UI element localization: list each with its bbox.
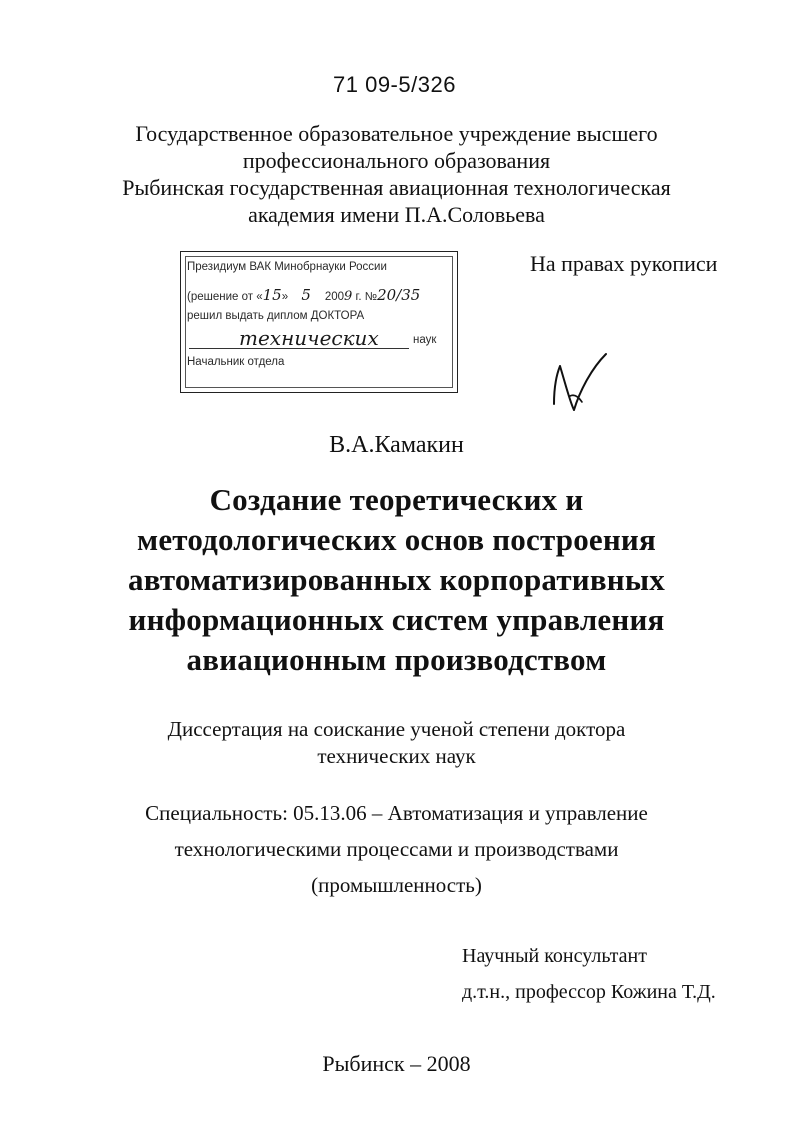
document-code: 71 09-5/326 bbox=[333, 72, 456, 97]
dissertation-title bbox=[0, 480, 793, 680]
scientific-advisor bbox=[462, 938, 716, 1010]
stamp-line-head: Начальник отдела bbox=[187, 356, 285, 368]
stamp-number-suffix: /35 bbox=[396, 286, 421, 304]
stamp-number-label: г. № bbox=[355, 291, 378, 303]
institution-block bbox=[0, 120, 793, 228]
title-line: автоматизированных корпоративных bbox=[128, 562, 665, 597]
institution-line: профессионального образования bbox=[242, 148, 551, 173]
stamp-field-handwritten: технических bbox=[239, 326, 379, 350]
manuscript-rights-note: На правах рукописи bbox=[530, 251, 718, 276]
title-line: Создание теоретических и bbox=[209, 482, 584, 517]
institution-line: Государственное образовательное учреждение высшего bbox=[135, 121, 658, 146]
title-line: информационных систем управления bbox=[128, 602, 665, 637]
stamp-line-issue: решил выдать диплом ДОКТОРА bbox=[187, 310, 365, 322]
stamp-day-close: » bbox=[281, 291, 289, 303]
degree-line: технических наук bbox=[317, 744, 476, 768]
specialty-block bbox=[0, 795, 793, 903]
specialty-line: (промышленность) bbox=[311, 873, 482, 897]
stamp-line-science: наук bbox=[413, 334, 437, 346]
institution-line: академия имени П.А.Соловьева bbox=[248, 202, 545, 227]
stamp-month-handwritten: 5 bbox=[301, 286, 311, 304]
city-year: Рыбинск – 2008 bbox=[322, 1051, 471, 1076]
stamp-line-decision bbox=[187, 286, 420, 304]
dissertation-degree bbox=[0, 716, 793, 770]
stamp-decision-prefix: (решение от « bbox=[187, 291, 263, 303]
title-line: авиационным производством bbox=[186, 642, 607, 677]
specialty-line: Специальность: 05.13.06 – Автоматизация и управление bbox=[145, 801, 648, 825]
title-line: методологических основ построения bbox=[137, 522, 656, 557]
degree-line: Диссертация на соискание ученой степени доктора bbox=[167, 717, 626, 741]
vak-approval-stamp bbox=[180, 251, 458, 393]
stamp-year-digit: 9 bbox=[344, 289, 353, 304]
institution-line: Рыбинская государственная авиационная технологическая bbox=[122, 175, 671, 200]
stamp-number-handwritten: 20 bbox=[377, 286, 397, 304]
handwritten-signature-icon bbox=[540, 346, 620, 426]
stamp-inner-border bbox=[185, 256, 453, 388]
advisor-name: д.т.н., профессор Кожина Т.Д. bbox=[462, 981, 716, 1003]
advisor-label: Научный консультант bbox=[462, 945, 647, 967]
stamp-year-prefix: 200 bbox=[324, 291, 345, 303]
author-name: В.А.Камакин bbox=[329, 432, 464, 458]
specialty-line: технологическими процессами и производствами bbox=[174, 837, 619, 861]
stamp-line-presidium: Президиум ВАК Минобрнауки России bbox=[187, 261, 387, 273]
stamp-day-handwritten: 15 bbox=[262, 286, 282, 304]
